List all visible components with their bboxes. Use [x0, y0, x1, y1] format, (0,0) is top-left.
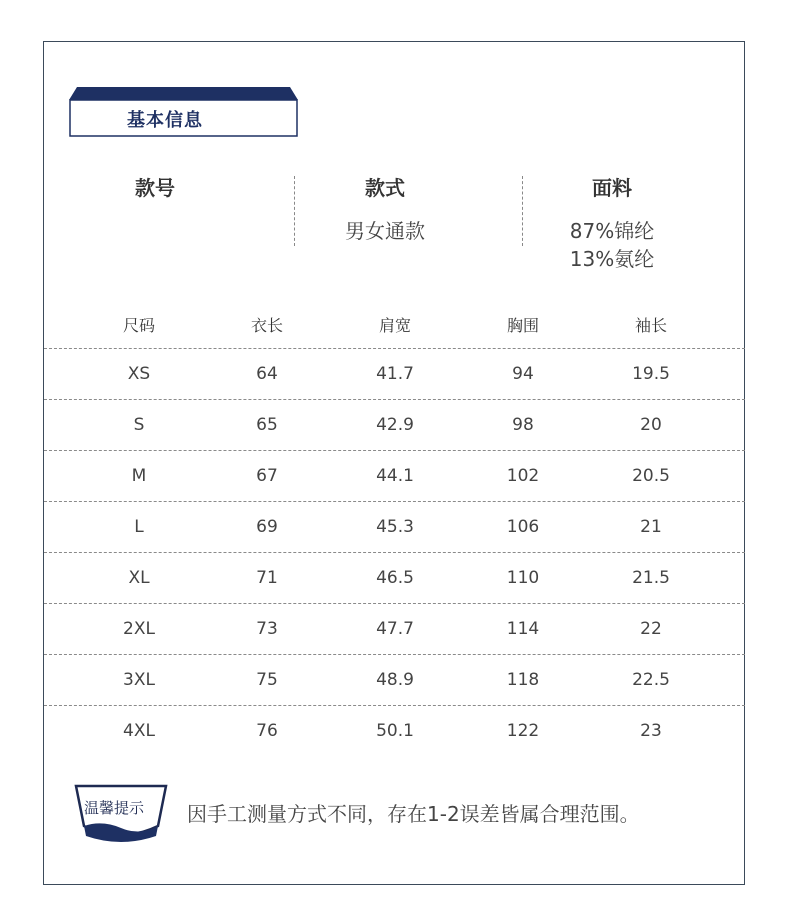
- table-cell: S: [133, 415, 145, 435]
- section-tag: [69, 86, 298, 137]
- table-cell: 44.1: [376, 466, 414, 486]
- table-cell: L: [134, 517, 144, 537]
- table-cell: 22.5: [632, 670, 670, 690]
- table-cell: 73: [256, 619, 278, 639]
- table-cell: 2XL: [123, 619, 155, 639]
- info-value: 男女通款: [345, 219, 425, 243]
- table-cell: 45.3: [376, 517, 414, 537]
- fabric-line: 13%氨纶: [569, 247, 655, 271]
- table-row: [44, 348, 745, 399]
- fabric-line: 87%锦纶: [569, 219, 655, 243]
- info-style-type: [325, 172, 445, 245]
- table-cell: 67: [256, 466, 278, 486]
- table-cell: 110: [506, 568, 540, 588]
- tip-text: 因手工测量方式不同，存在1-2误差皆属合理范围。: [187, 802, 640, 826]
- table-row: [44, 603, 745, 654]
- table-cell: 106: [506, 517, 540, 537]
- info-fabric: [552, 172, 672, 273]
- table-cell: 4XL: [123, 721, 155, 741]
- divider: [522, 176, 523, 246]
- table-row: [44, 552, 745, 603]
- table-cell: 94: [512, 364, 534, 384]
- table-row: [44, 705, 745, 756]
- table-cell: 20.5: [632, 466, 670, 486]
- table-cell: 65: [256, 415, 278, 435]
- table-cell: 47.7: [376, 619, 414, 639]
- table-cell: 46.5: [376, 568, 414, 588]
- table-cell: 50.1: [376, 721, 414, 741]
- table-cell: 69: [256, 517, 278, 537]
- table-header-length: 衣长: [250, 316, 283, 335]
- table-row: [44, 399, 745, 450]
- table-row: [44, 654, 745, 705]
- table-row: [44, 501, 745, 552]
- info-heading: 款号: [135, 176, 175, 200]
- table-header-sleeve: 袖长: [634, 316, 667, 335]
- info-value: [552, 217, 672, 273]
- table-cell: 21: [640, 517, 662, 537]
- section-tag-label: 基本信息: [127, 110, 203, 131]
- table-cell: 64: [256, 364, 278, 384]
- table-cell: 21.5: [632, 568, 670, 588]
- table-cell: 3XL: [123, 670, 155, 690]
- table-cell: 75: [256, 670, 278, 690]
- table-cell: 76: [256, 721, 278, 741]
- info-heading: 面料: [592, 176, 632, 200]
- table-cell: 102: [506, 466, 540, 486]
- table-cell: 114: [506, 619, 540, 639]
- info-heading: 款式: [365, 176, 405, 200]
- table-cell: XL: [128, 568, 150, 588]
- table-cell: 98: [512, 415, 534, 435]
- table-header-size: 尺码: [122, 316, 155, 335]
- tip-badge-label: 温馨提示: [84, 799, 145, 817]
- table-cell: 71: [256, 568, 278, 588]
- table-cell: 118: [506, 670, 540, 690]
- divider: [294, 176, 295, 246]
- table-row: [44, 450, 745, 501]
- table-cell: 122: [506, 721, 540, 741]
- table-cell: 22: [640, 619, 662, 639]
- table-cell: 23: [640, 721, 662, 741]
- table-cell: 41.7: [376, 364, 414, 384]
- table-cell: 48.9: [376, 670, 414, 690]
- table-cell: XS: [127, 364, 151, 384]
- table-header-shoulder: 肩宽: [378, 316, 411, 335]
- info-style-number: [95, 172, 215, 201]
- table-header-chest: 胸围: [506, 316, 539, 335]
- table-cell: 20: [640, 415, 662, 435]
- table-cell: 42.9: [376, 415, 414, 435]
- table-cell: 19.5: [632, 364, 670, 384]
- table-cell: M: [131, 466, 147, 486]
